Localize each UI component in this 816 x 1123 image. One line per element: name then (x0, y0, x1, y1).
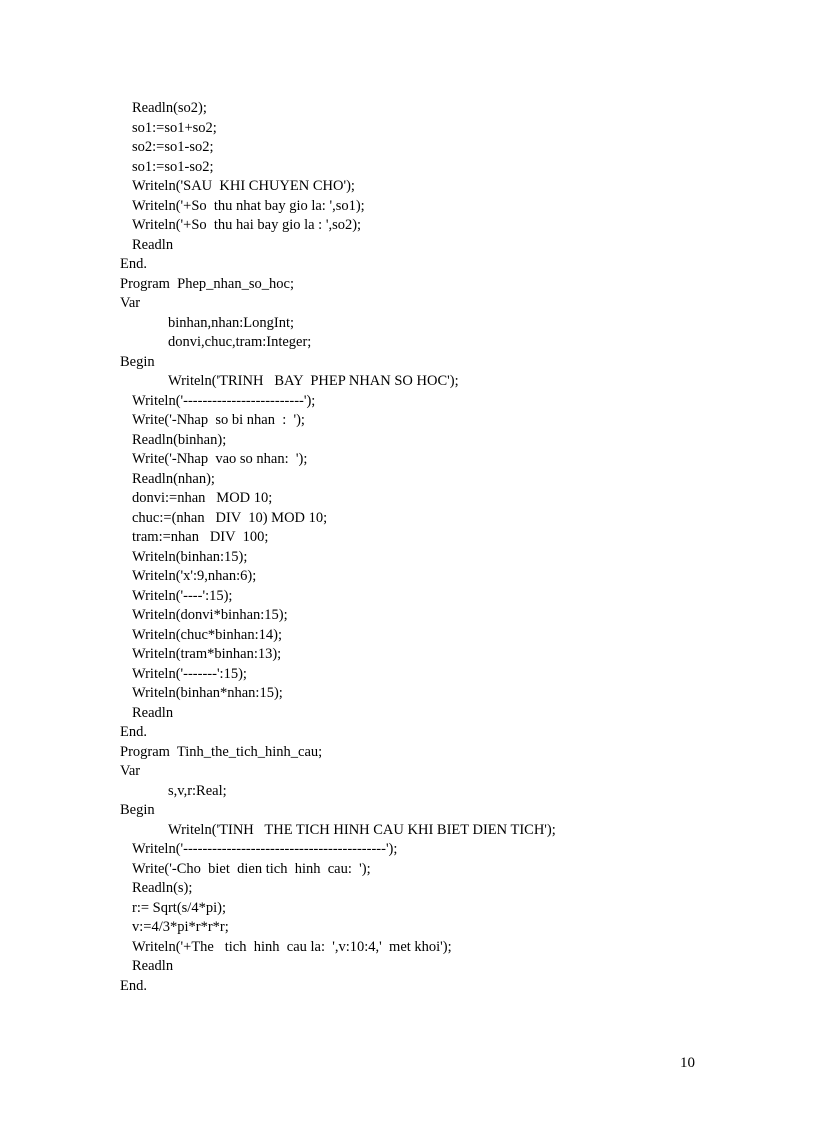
code-line: Writeln('+The tich hinh cau la: ',v:10:4,' met khoi'); (132, 938, 452, 955)
code-line: Var (120, 295, 141, 311)
code-line: End. (120, 724, 147, 740)
pascal-code-listing (0, 99, 816, 996)
code-line: Writeln('+So thu nhat bay gio la: ',so1); (132, 197, 365, 214)
code-line: Program Tinh_the_tich_hinh_cau; (120, 743, 323, 760)
code-line: Write('-Nhap vao so nhan: '); (132, 451, 308, 467)
code-line: s,v,r:Real; (168, 782, 227, 799)
code-line: v:=4/3*pi*r*r*r; (132, 919, 229, 935)
code-line: Writeln(donvi*binhan:15); (132, 607, 288, 623)
code-line: donvi,chuc,tram:Integer; (168, 334, 312, 350)
code-line: Writeln('+So thu hai bay gio la : ',so2); (132, 217, 362, 233)
code-line: Writeln(binhan*nhan:15); (132, 685, 283, 701)
code-line: End. (120, 256, 147, 272)
code-line: Writeln('------------------------------------------'); (132, 841, 398, 857)
code-line: Writeln('TINH THE TICH HINH CAU KHI BIET DIEN TICH'); (168, 821, 556, 838)
code-line: r:= Sqrt(s/4*pi); (132, 899, 226, 916)
code-line: chuc:=(nhan DIV 10) MOD 10; (132, 509, 328, 526)
code-line: End. (120, 977, 147, 994)
code-line: Readln(s); (132, 880, 193, 896)
code-line: Writeln('----':15); (132, 587, 233, 604)
code-line: Readln (132, 236, 174, 253)
code-line: so1:=so1+so2; (132, 119, 217, 136)
code-line: binhan,nhan:LongInt; (168, 314, 295, 331)
code-line: Program Phep_nhan_so_hoc; (120, 275, 294, 292)
code-line: Writeln(binhan:15); (132, 548, 248, 565)
code-line: Begin (120, 353, 155, 370)
code-line: Writeln('-------------------------'); (132, 392, 316, 409)
code-line: Writeln('SAU KHI CHUYEN CHO'); (132, 178, 355, 194)
code-line: Write('-Cho biet dien tich hinh cau: '); (132, 860, 371, 877)
code-line: Writeln('x':9,nhan:6); (132, 568, 257, 584)
code-line: Readln (132, 958, 174, 974)
code-line: Writeln('TRINH BAY PHEP NHAN SO HOC'); (168, 373, 459, 389)
code-line: Readln(binhan); (132, 431, 227, 448)
code-line: Write('-Nhap so bi nhan : '); (132, 412, 305, 428)
code-line: Readln(nhan); (132, 470, 215, 487)
code-line: Begin (120, 802, 155, 818)
code-line: Writeln(chuc*binhan:14); (132, 626, 283, 643)
code-line: Writeln('-------':15); (132, 665, 247, 682)
code-line: Var (120, 763, 141, 779)
code-line: so1:=so1-so2; (132, 158, 214, 175)
code-line: so2:=so1-so2; (132, 139, 214, 155)
page-number: 10 (680, 1055, 695, 1071)
code-line: Writeln(tram*binhan:13); (132, 646, 282, 662)
code-line: donvi:=nhan MOD 10; (132, 490, 273, 506)
code-line: Readln(so2); (132, 100, 207, 116)
code-line: Readln (132, 704, 174, 721)
code-line: tram:=nhan DIV 100; (132, 529, 269, 545)
